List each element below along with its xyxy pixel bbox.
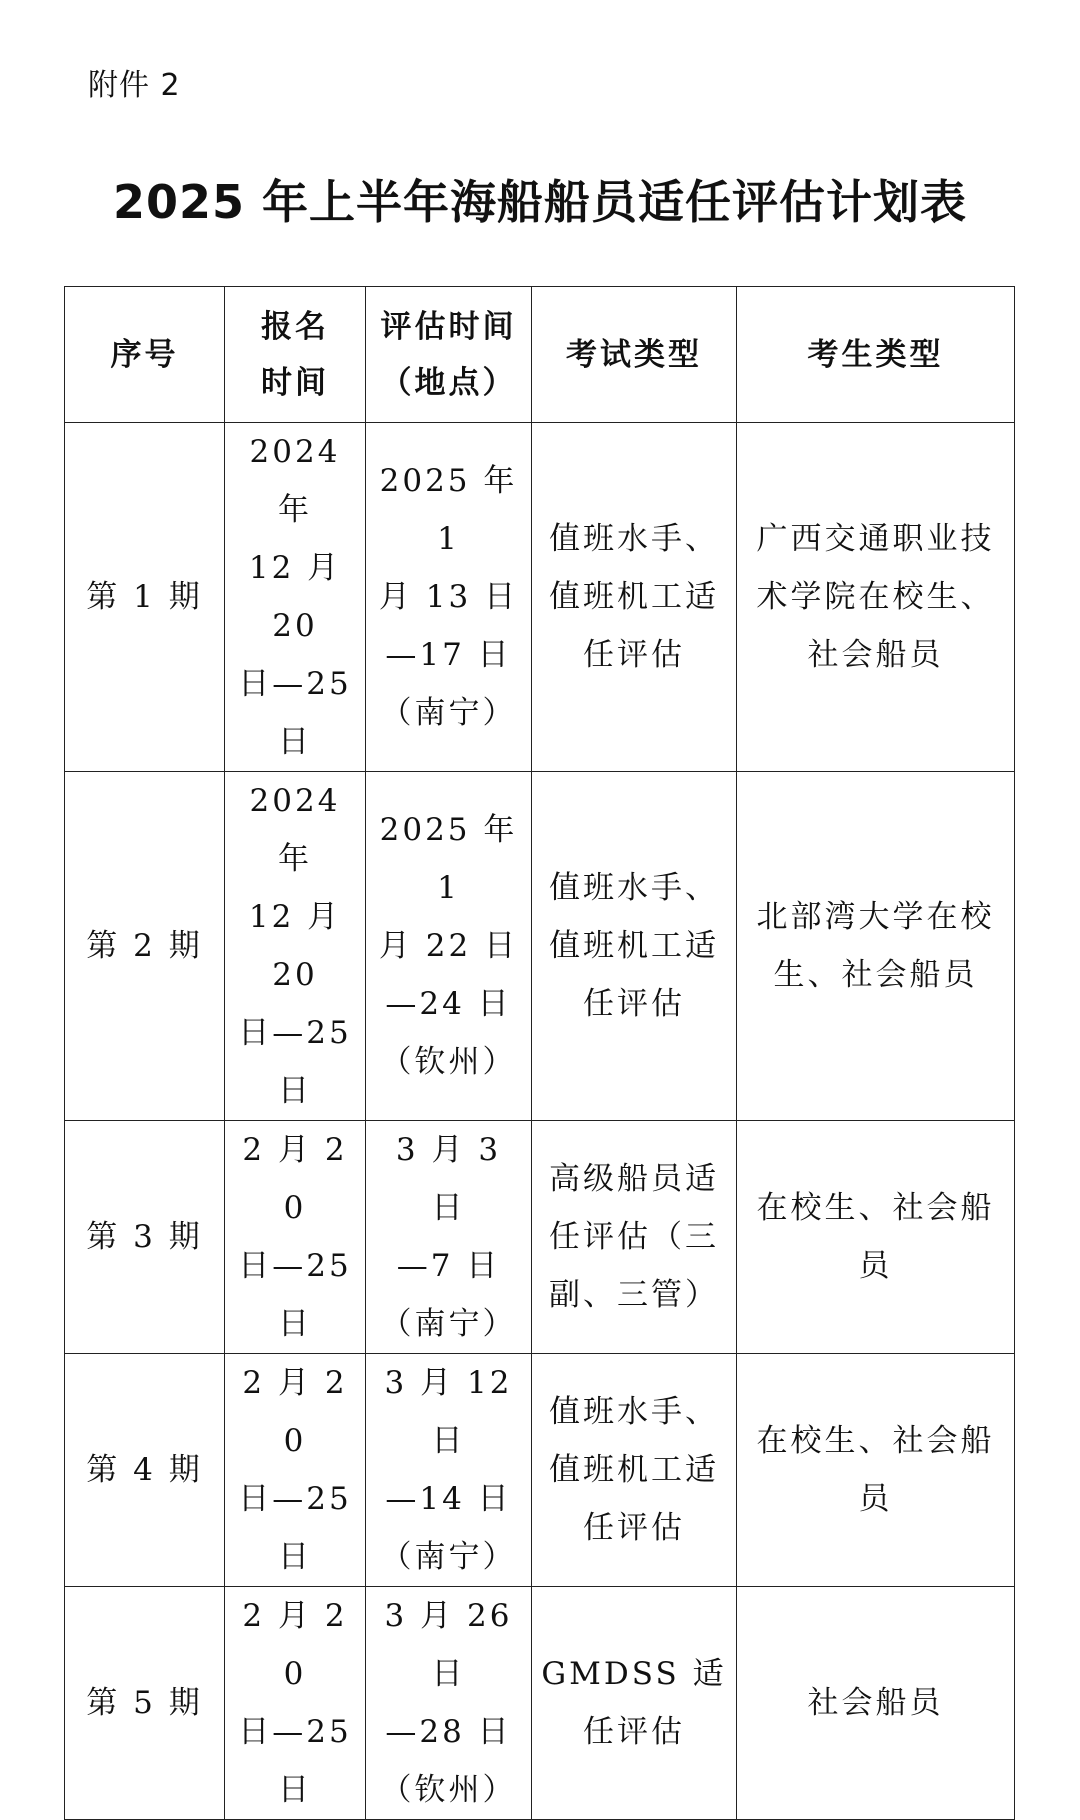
assessment-time-cell: 2025 年 1 月 22 日 —24 日 （钦州）: [366, 772, 532, 1121]
period-cell: 第 4 期: [65, 1354, 225, 1587]
signup-time-cell: 2024 年 12 月 20 日—25 日: [225, 423, 366, 772]
table-row: [65, 423, 1015, 772]
period-cell: 第 2 期: [65, 772, 225, 1121]
table-row: [65, 772, 1015, 1121]
candidate-type-cell: 北部湾大学在校 生、社会船员: [737, 772, 1015, 1121]
candidate-type-cell: 广西交通职业技 术学院在校生、 社会船员: [737, 423, 1015, 772]
table-row: [65, 1121, 1015, 1354]
candidate-type-cell: 在校生、社会船 员: [737, 1354, 1015, 1587]
candidate-type-cell: 社会船员: [737, 1587, 1015, 1820]
signup-time-cell: 2 月 20 日—25 日: [225, 1587, 366, 1820]
exam-type-cell: 值班水手、 值班机工适 任评估: [532, 423, 737, 772]
attachment-label: 附件 2: [88, 68, 181, 103]
table-header-row: [65, 287, 1015, 423]
assessment-time-cell: 2025 年 1 月 13 日 —17 日 （南宁）: [366, 423, 532, 772]
header-assessment-time: 评估时间 （地点）: [366, 287, 532, 423]
table-row: [65, 1587, 1015, 1820]
period-cell: 第 3 期: [65, 1121, 225, 1354]
page-title: 2025 年上半年海船船员适任评估计划表: [112, 175, 968, 229]
candidate-type-cell: 在校生、社会船 员: [737, 1121, 1015, 1354]
assessment-plan-table: [64, 286, 1015, 1820]
period-cell: 第 5 期: [65, 1587, 225, 1820]
period-cell: 第 1 期: [65, 423, 225, 772]
assessment-time-cell: 3 月 26 日 —28 日 （钦州）: [366, 1587, 532, 1820]
table-row: [65, 1354, 1015, 1587]
exam-type-cell: GMDSS 适 任评估: [532, 1587, 737, 1820]
exam-type-cell: 值班水手、 值班机工适 任评估: [532, 1354, 737, 1587]
exam-type-cell: 高级船员适 任评估（三 副、三管）: [532, 1121, 737, 1354]
signup-time-cell: 2 月 20 日—25 日: [225, 1121, 366, 1354]
header-serial: 序号: [65, 287, 225, 423]
signup-time-cell: 2024 年 12 月 20 日—25 日: [225, 772, 366, 1121]
assessment-time-cell: 3 月 12 日 —14 日 （南宁）: [366, 1354, 532, 1587]
assessment-time-cell: 3 月 3 日 —7 日 （南宁）: [366, 1121, 532, 1354]
header-signup-time: 报名 时间: [225, 287, 366, 423]
header-candidate-type: 考生类型: [737, 287, 1015, 423]
exam-type-cell: 值班水手、 值班机工适 任评估: [532, 772, 737, 1121]
header-exam-type: 考试类型: [532, 287, 737, 423]
signup-time-cell: 2 月 20 日—25 日: [225, 1354, 366, 1587]
